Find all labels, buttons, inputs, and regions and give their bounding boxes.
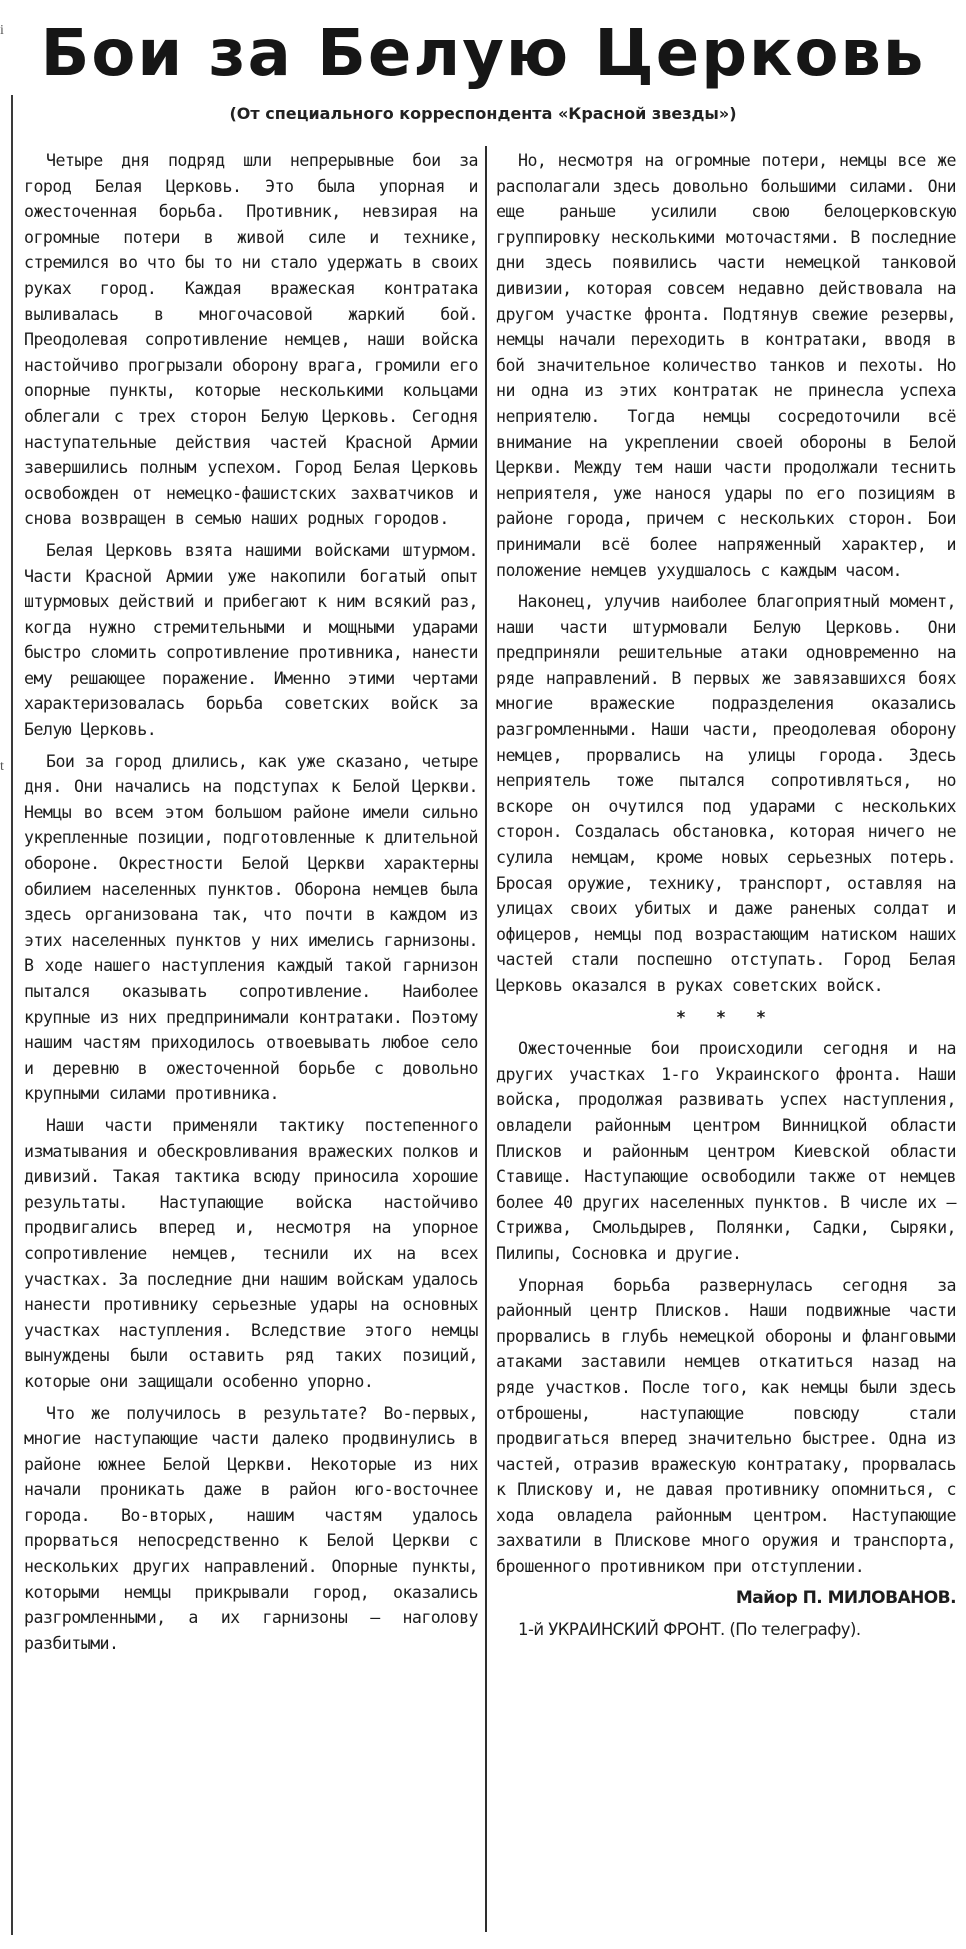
paragraph: Упорная борьба развернулась сегодня за районный центр Плисков. Наши подвижные части прорвались в глубь немецкой обороны и фланговыми атаками заставили немцев откатиться назад на ряде участков. После того, как немцы были здесь отброшены, наступающие повсюду стали продвигаться вперед значительно быстрее. Одна из частей, отразив вражескую контратаку, прорвалась к Плискову и, не давая противнику опомниться, с хода овладела районным центром. Наступающие захватили в Плискове много оружия и транспорта, брошенного противником при отступлении. bbox=[496, 1275, 956, 1577]
margin-mark-middle: t bbox=[0, 759, 4, 774]
paragraph: Наконец, улучив наиболее благоприятный момент, наши части штурмовали Белую Церковь. Они предприняли решительные атаки одновременно на ряде направлений. В первых же завязавшихся боях многие вражеские подразделения оказались разгромленными. Наши части, преодолевая оборону немцев, прорвались на улицы города. Здесь неприятель тоже пытался сопротивляться, но вскоре он очутился под ударами с нескольких сторон. Создалась обстановка, которая ничего не сулила немцам, кроме новых серьезных потерь. Бросая оружие, технику, транспорт, оставляя на улицах своих убитых и даже раненых солдат и офицеров, немцы под возрастающим натиском наших частей стали поспешно отступать. Город Белая Церковь оказался в руках советских войск. bbox=[496, 592, 956, 995]
article-byline: (От специального корреспондента «Красной звезды») bbox=[229, 104, 737, 123]
paragraph: Белая Церковь взята нашими войсками штурмом. Части Красной Армии уже накопили богатый опыт штурмовых действий и прибегают к ним всякий раз, когда нужно стремительными и мощными ударами быстро сломить сопротивление противника, нанести ему решающее поражение. Именно этими чертами характеризовалась борьба советских войск за Белую Церковь. bbox=[24, 540, 478, 740]
column-divider bbox=[485, 146, 487, 1932]
author-signature: Майор П. МИЛОВАНОВ. bbox=[735, 1587, 956, 1608]
paragraph: Бои за город длились, как уже сказано, четыре дня. Они начались на подступах к Белой Церкви. Немцы во всем этом большом районе имели сильно укрепленные позиции, подготовленные к длительной обороне. Окрестности Белой Церкви характерны обилием населенных пунктов. Оборона немцев была здесь организована так, что почти в каждом из этих населенных пунктов у них имелись гарнизоны. В ходе нашего наступления каждый такой гарнизон пытался оказывать сопротивление. Наиболее крупные из них предпринимали контратаки. Поэтому нашим частям приходилось отвоевывать любое село и деревню в ожесточенной борьбе с довольно крупными силами противника. bbox=[24, 751, 478, 1104]
article-column-right bbox=[496, 148, 956, 1649]
paragraph: Ожесточенные бои происходили сегодня и на других участках 1-го Украинского фронта. Наши войска, продолжая развивать успех наступления, овладели районным центром Винницкой области Плисков и районным центром Киевской области Ставище. Наступающие освободили также от немцев более 40 других населенных пунктов. В числе их — Стрижва, Смольдырев, Полянки, Садки, Сыряки, Пилипы, Сосновка и другие. bbox=[496, 1039, 956, 1263]
margin-mark-top: і bbox=[0, 23, 4, 38]
article-headline: Бои за Белую Церковь bbox=[40, 17, 926, 91]
paragraph: Но, несмотря на огромные потери, немцы все же располагали здесь довольно большими силами. Они еще раньше усилили свою белоцерковскую группировку несколькими моточастями. В последние дни здесь появились части немецкой танковой дивизии, которая совсем недавно действовала на другом участке фронта. Подтянув свежие резервы, немцы начали переходить в контратаки, вводя в бой значительное количество танков и пехоты. Но ни одна из этих контратак не принесла успеха неприятелю. Тогда немцы сосредоточили всё внимание на укреплении своей обороны в Белой Церкви. Между тем наши части продолжали теснить неприятеля, уже нанося удары по его позициям в районе города, причем с нескольких сторон. Бои принимали всё более напряженный характер, и положение немцев ухудшалось с каждым часом. bbox=[496, 151, 956, 580]
dateline: 1-й УКРАИНСКИЙ ФРОНТ. (По телеграфу). bbox=[518, 1620, 861, 1640]
article-column-left bbox=[24, 148, 478, 1662]
paragraph: Наши части применяли тактику постепенного изматывания и обескровливания вражеских полков и дивизий. Такая тактика всюду приносила хорошие результаты. Наступающие войска настойчиво продвигались вперед и, несмотря на упорное сопротивление немцев, теснили их на всех участках. За последние дни нашим войскам удалось нанести противнику серьезные удары на основных участках наступления. Вследствие этого немцы вынуждены были оставить ряд таких позиций, которые они защищали особенно упорно. bbox=[24, 1115, 478, 1391]
paragraph: Что же получилось в результате? Во-первых, многие наступающие части далеко продвинулись в районе южнее Белой Церкви. Некоторые из них начали проникать даже в район юго-восточнее города. Во-вторых, нашим частям удалось прорваться непосредственно к Белой Церкви с нескольких других направлений. Опорные пункты, которыми немцы прикрывали город, оказались разгромленными, а их гарнизоны — наголову разбитыми. bbox=[24, 1403, 478, 1653]
left-margin-rule bbox=[11, 95, 13, 1935]
section-separator: * * * bbox=[676, 1007, 776, 1027]
paragraph: Четыре дня подряд шли непрерывные бои за город Белая Церковь. Это была упорная и ожесточенная борьба. Противник, невзирая на огромные потери в живой силе и технике, стремился во что бы то ни стало удержать в своих руках город. Каждая вражеская контратака выливалась в многочасовой жаркий бой. Преодолевая сопротивление немцев, наши войска настойчиво прогрызали оборону врага, громили его опорные пункты, которые несколькими кольцами облегали с трех сторон Белую Церковь. Сегодня наступательные действия частей Красной Армии завершились полным успехом. Город Белая Церковь освобожден от немецко-фашистских захватчиков и снова возвращен в семью наших родных городов. bbox=[24, 151, 478, 529]
